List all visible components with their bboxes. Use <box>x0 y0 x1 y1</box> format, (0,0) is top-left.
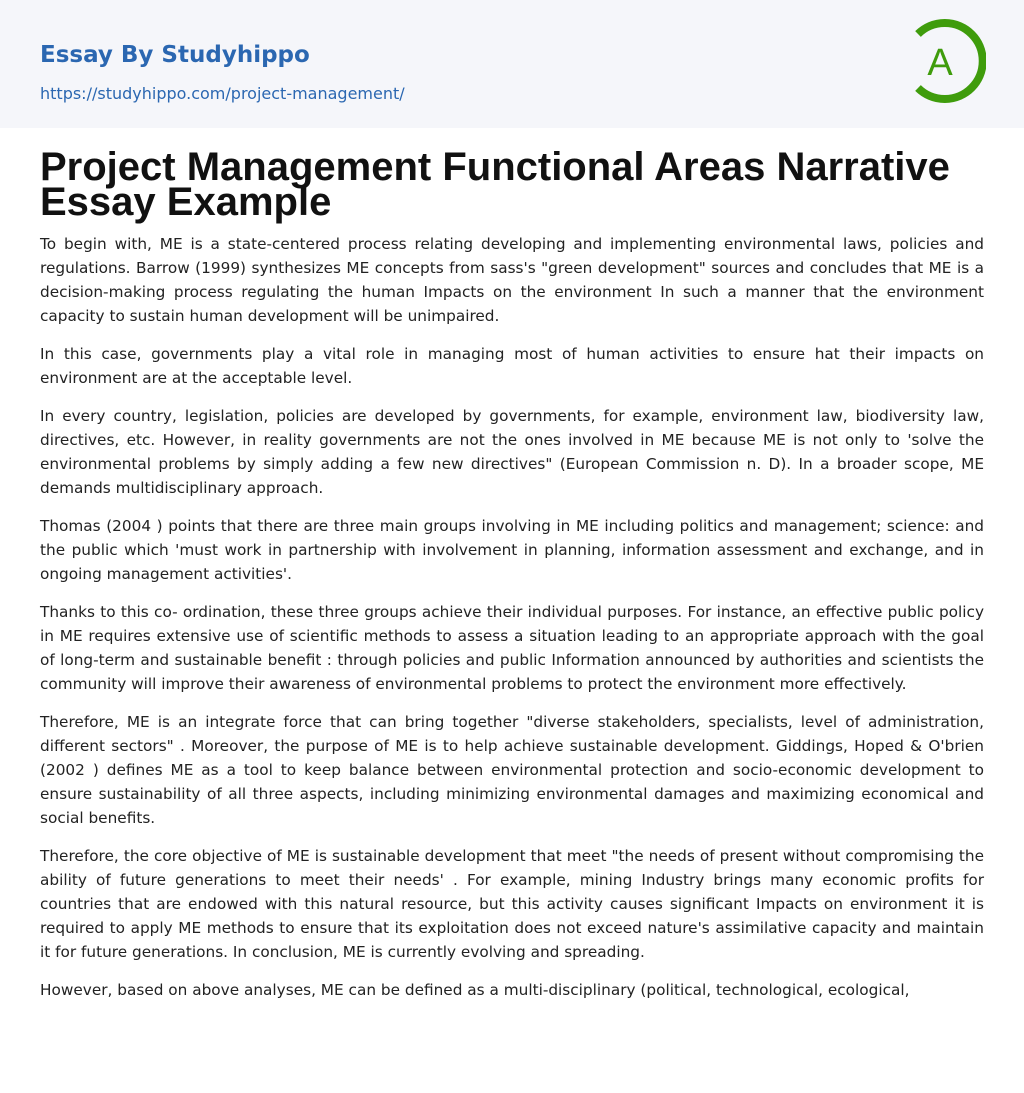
paragraph: Thanks to this co- ordination, these three groups achieve their individual purposes. For instance, an effective public policy in ME requires extensive use of scientific methods to assess a situation leading to an appropriate approach with the goal of long-term and sustainable benefit : through policies and public Information announced by authorities and scientists the community will improve their awareness of environmental problems to protect the environment more effectively. <box>40 603 984 693</box>
paragraph: In every country, legislation, policies are developed by governments, for example, environment law, biodiversity law, directives, etc. However, in reality governments are not the ones involved in ME because ME is not only to 'solve the environmental problems by simply adding a few new directives" (European Commission n. D). In a broader scope, ME demands multidisciplinary approach. <box>40 407 984 497</box>
essay-url-link[interactable]: https://studyhippo.com/project-management/ <box>40 84 405 103</box>
paragraph: Therefore, the core objective of ME is sustainable development that meet "the needs of present without compromising the ability of future generations to meet their needs' . For example, mining Industry brings many economic profits for countries that are endowed with this natural resource, but this activity causes significant Impacts on environment it is required to apply ME methods to ensure that its exploitation does not exceed nature's assimilative capacity and maintain it for future generations. In conclusion, ME is currently evolving and spreading. <box>40 847 984 961</box>
paragraph: However, based on above analyses, ME can be defined as a multi-disciplinary (political, technological, ecological, <box>40 981 910 999</box>
studyhippo-logo-icon[interactable] <box>910 18 986 104</box>
page-title: Project Management Functional Areas Narrative Essay Example <box>40 145 950 224</box>
paragraph: Thomas (2004 ) points that there are three main groups involving in ME including politics and management; science: and the public which 'must work in partnership with involvement in planning, information assessment and exchange, and in ongoing management activities'. <box>40 517 984 583</box>
paragraph: In this case, governments play a vital role in managing most of human activities to ensure hat their impacts on environment are at the acceptable level. <box>40 345 984 387</box>
site-header <box>0 0 1024 128</box>
logo-letter: A <box>927 42 953 84</box>
brand-name[interactable]: Essay By Studyhippo <box>40 42 310 68</box>
paragraph: To begin with, ME is a state-centered process relating developing and implementing environmental laws, policies and regulations. Barrow (1999) synthesizes ME concepts from sass's "green development" sources and concludes that ME is a decision-making process regulating the human Impacts on the environment In such a manner that the environment capacity to sustain human development will be unimpaired. <box>40 235 984 325</box>
essay-body <box>0 220 1024 1002</box>
paragraph: Therefore, ME is an integrate force that can bring together "diverse stakeholders, specialists, level of administration, different sectors" . Moreover, the purpose of ME is to help achieve sustainable development. Giddings, Hoped & O'brien (2002 ) defines ME as a tool to keep balance between environmental protection and socio-economic development to ensure sustainability of all three aspects, including minimizing environmental damages and maximizing economical and social benefits. <box>40 713 984 827</box>
